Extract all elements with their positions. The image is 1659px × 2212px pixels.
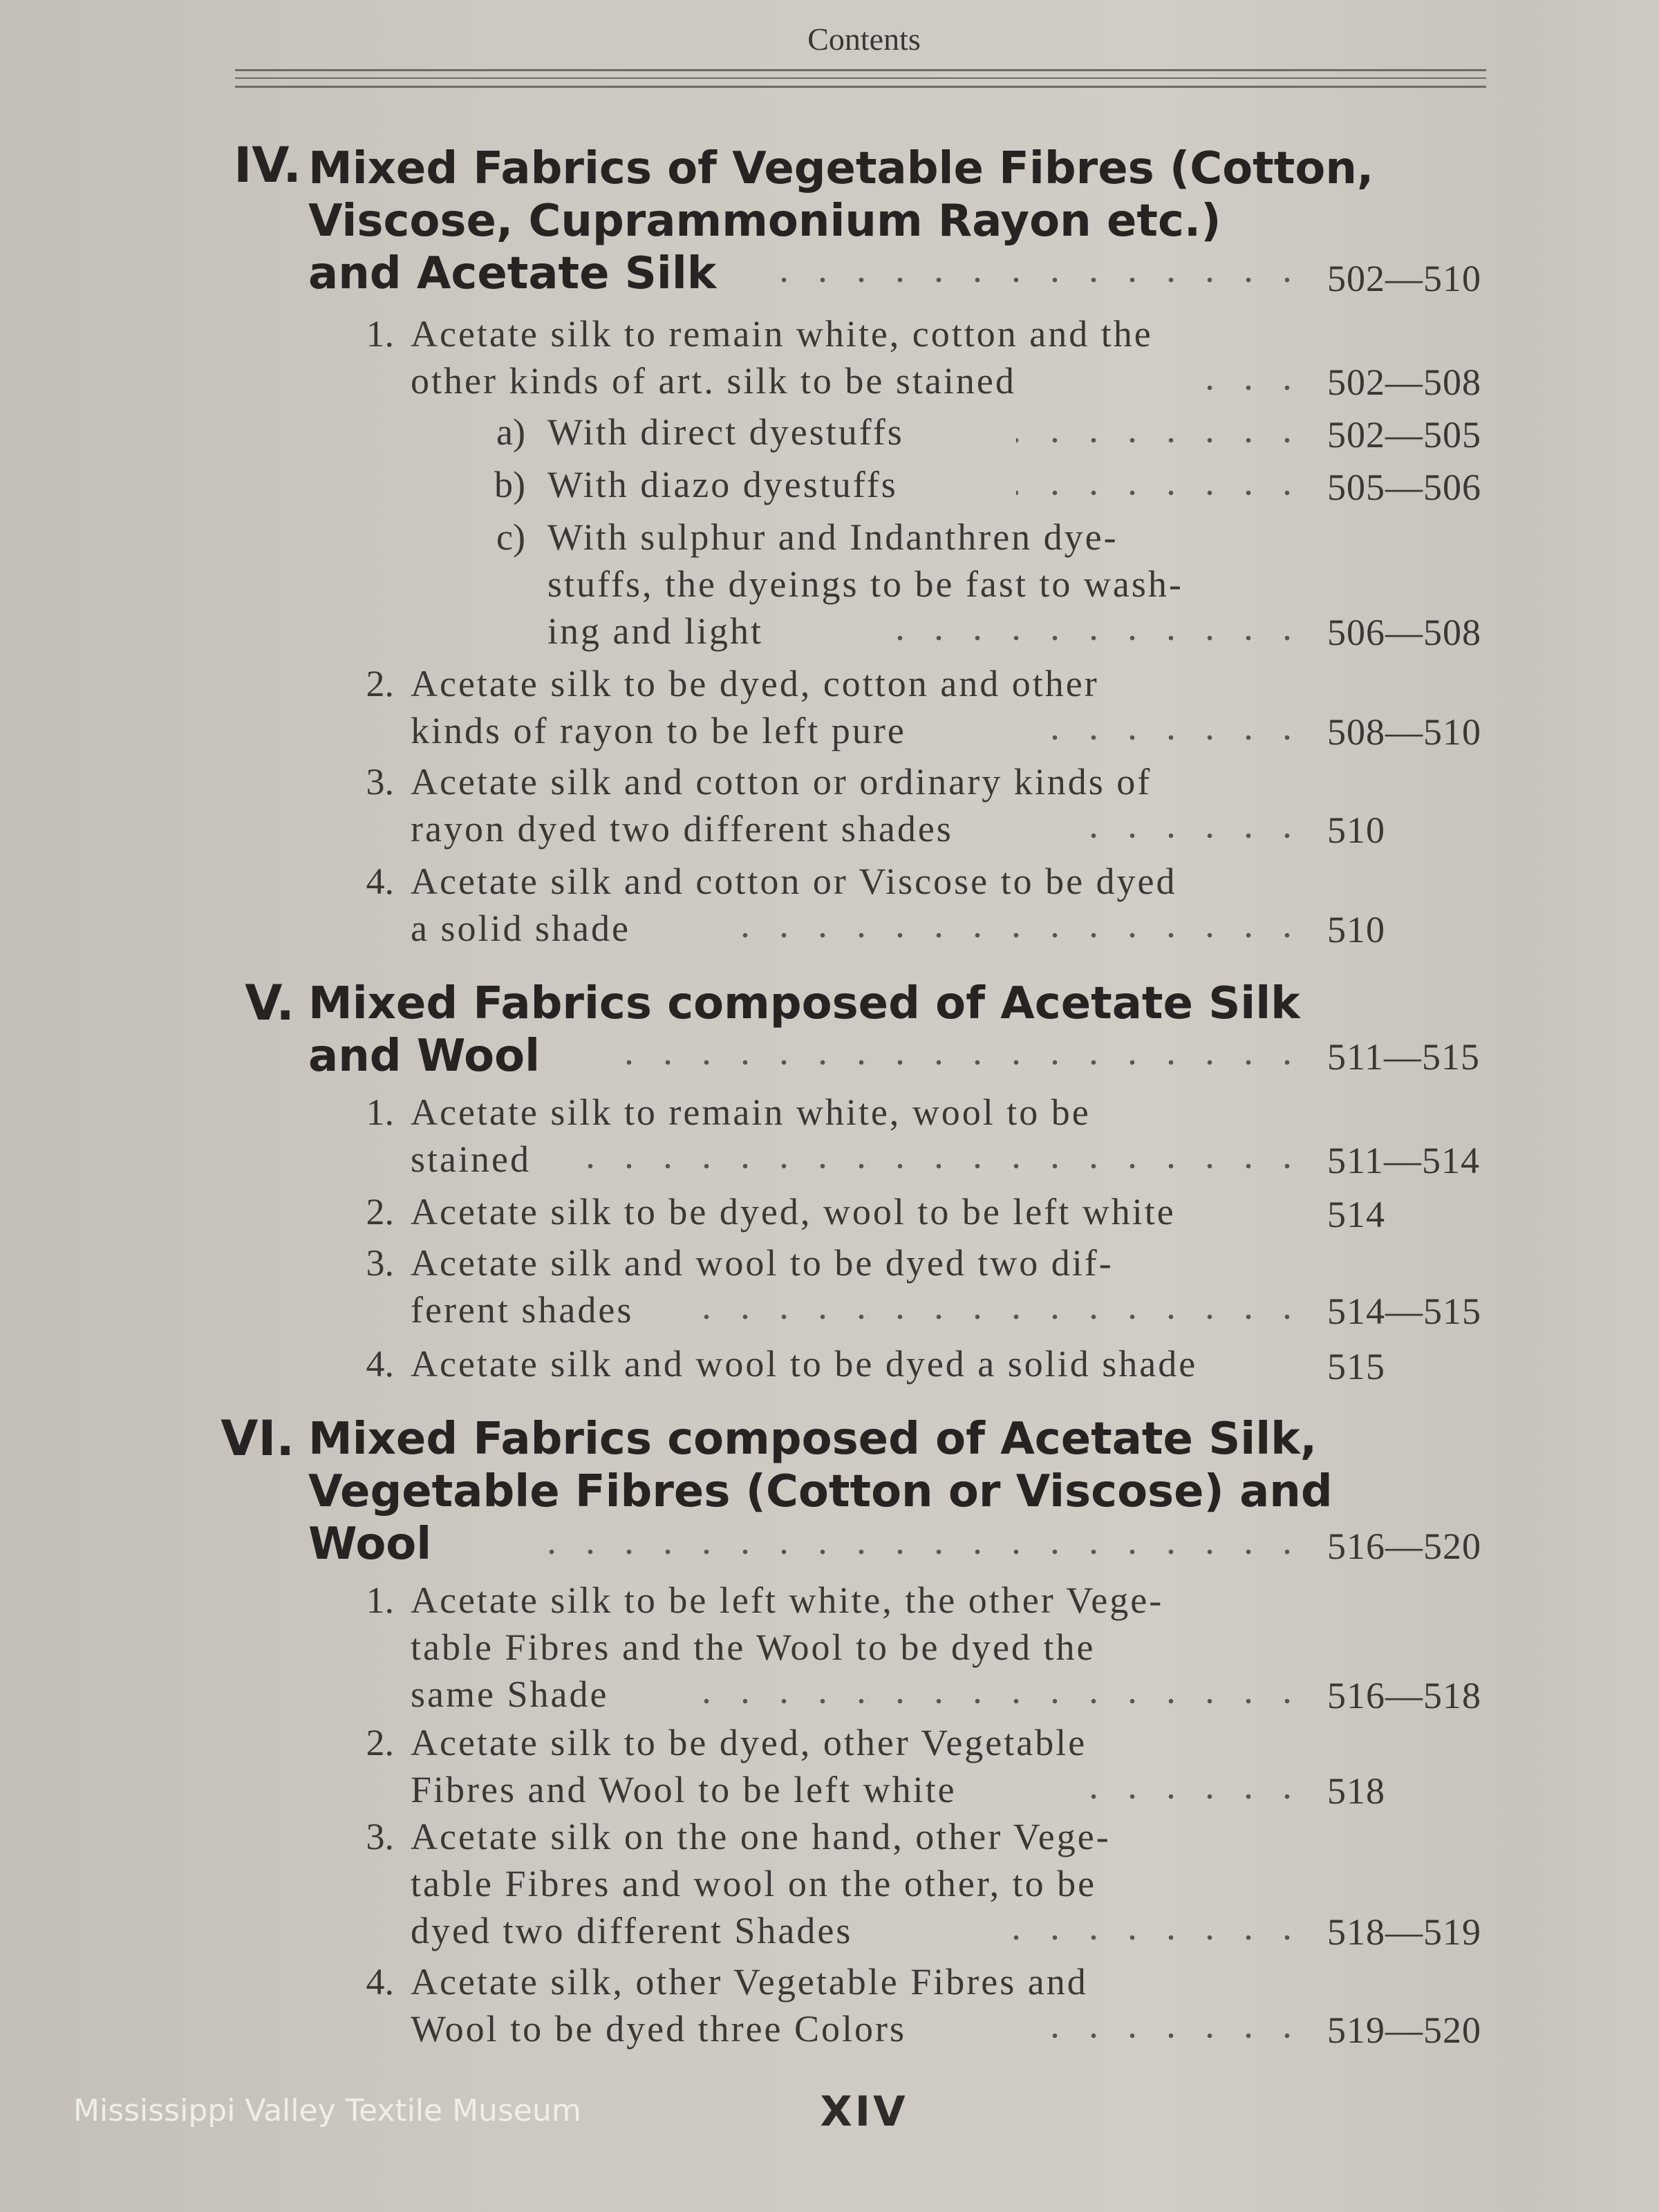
item-text-line: Acetate silk and cotton or Viscose to be dyed: [411, 861, 1177, 902]
leader-dots: [1078, 832, 1306, 839]
item-number: 4.: [366, 1343, 394, 1385]
leader-dots: [1023, 2032, 1306, 2039]
section-title-line: Mixed Fabrics composed of Acetate Silk: [308, 978, 1300, 1029]
header-rule: [235, 86, 1486, 88]
header-rule: [235, 69, 1486, 71]
item-number: 3.: [366, 761, 394, 803]
page-range: 516—520: [1327, 1526, 1481, 1567]
item-number: 3.: [366, 1242, 394, 1284]
item-number: 4.: [366, 1961, 394, 2003]
item-text-line: Acetate silk to remain white, cotton and the: [411, 313, 1153, 355]
leader-dots: [712, 932, 1306, 939]
item-text-line: Acetate silk, other Vegetable Fibres and: [411, 1961, 1088, 2003]
page-range: 511—514: [1327, 1140, 1480, 1181]
item-number: 1.: [366, 1580, 394, 1621]
page-number: XIV: [820, 2088, 908, 2136]
leader-dots: [1085, 1793, 1306, 1800]
item-text-line: stuffs, the dyeings to be fast to wash-: [547, 563, 1183, 605]
section-title-line: and Acetate Silk: [308, 248, 717, 299]
page-range: 502—505: [1327, 414, 1481, 456]
page-range: 502—510: [1327, 258, 1481, 299]
page-range: 511—515: [1327, 1036, 1480, 1078]
section-title-line: Mixed Fabrics of Vegetable Fibres (Cotton,: [308, 143, 1374, 194]
section-title-line: Wool: [308, 1519, 432, 1570]
leader-dots: [601, 1059, 1306, 1066]
page-range: 514—515: [1327, 1291, 1481, 1332]
item-number: 1.: [366, 1091, 394, 1133]
leader-dots: [698, 1313, 1306, 1320]
item-letter: a): [496, 411, 525, 453]
item-number: 3.: [366, 1816, 394, 1857]
page-range: 516—518: [1327, 1675, 1481, 1716]
leader-dots: [1044, 734, 1306, 741]
item-letter: b): [494, 464, 525, 505]
item-text-line: Wool to be dyed three Colors: [411, 2008, 907, 2050]
item-text-line: table Fibres and the Wool to be dyed the: [411, 1627, 1096, 1668]
museum-watermark: Mississippi Valley Textile Museum: [73, 2093, 581, 2128]
leader-dots: [539, 1548, 1306, 1555]
section-number: V.: [245, 975, 294, 1031]
page-range: 508—510: [1327, 711, 1481, 753]
item-text-line: a solid shade: [411, 908, 630, 949]
item-text-line: table Fibres and wool on the other, to be: [411, 1863, 1097, 1904]
leader-dots: [588, 1163, 1306, 1170]
section-number: VI.: [221, 1410, 294, 1467]
page-range: 506—508: [1327, 612, 1481, 653]
leader-dots: [864, 635, 1306, 641]
running-head: Contents: [807, 21, 921, 57]
section-number: IV.: [234, 137, 301, 194]
item-number: 2.: [366, 663, 394, 704]
leader-dots: [1016, 437, 1306, 444]
item-text-line: With direct dyestuffs: [547, 411, 904, 453]
page-range: 518—519: [1327, 1911, 1481, 1953]
item-text-line: Acetate silk to be dyed, other Vegetable: [411, 1722, 1087, 1763]
item-text-line: Acetate silk to be dyed, wool to be left white: [411, 1191, 1176, 1232]
item-number: 2.: [366, 1722, 394, 1763]
page-range: 515: [1327, 1346, 1385, 1387]
item-text-line: stained: [411, 1138, 531, 1180]
page-range: 518: [1327, 1770, 1385, 1812]
item-text-line: Acetate silk and cotton or ordinary kinds of: [411, 761, 1152, 803]
item-text-line: Acetate silk to be dyed, cotton and other: [411, 663, 1099, 704]
leader-dots: [1196, 384, 1306, 391]
page-range: 510: [1327, 809, 1385, 851]
leader-dots: [1016, 489, 1306, 496]
page-range: 514: [1327, 1194, 1385, 1235]
page-range: 519—520: [1327, 2009, 1481, 2051]
item-text-line: Acetate silk and wool to be dyed two dif-: [411, 1242, 1114, 1284]
item-text-line: Acetate silk on the one hand, other Vege-: [411, 1816, 1111, 1857]
page-range: 502—508: [1327, 362, 1481, 403]
item-text-line: Acetate silk and wool to be dyed a solid shade: [411, 1343, 1198, 1385]
item-text-line: other kinds of art. silk to be stained: [411, 360, 1016, 402]
leader-dots: [995, 1934, 1306, 1941]
item-text-line: With sulphur and Indanthren dye-: [547, 516, 1118, 558]
page-range: 510: [1327, 909, 1385, 950]
item-number: 4.: [366, 861, 394, 902]
leader-dots: [760, 276, 1306, 283]
item-text-line: With diazo dyestuffs: [547, 464, 898, 505]
section-title-line: and Wool: [308, 1031, 541, 1082]
item-letter: c): [496, 516, 525, 558]
item-number: 1.: [366, 313, 394, 355]
item-text-line: same Shade: [411, 1674, 609, 1715]
item-text-line: ferent shades: [411, 1289, 634, 1331]
leader-dots: [684, 1698, 1306, 1705]
item-text-line: Acetate silk to be left white, the other Vege-: [411, 1580, 1164, 1621]
page-range: 505—506: [1327, 467, 1481, 508]
section-title-line: Viscose, Cuprammonium Rayon etc.): [308, 196, 1221, 247]
item-text-line: rayon dyed two different shades: [411, 808, 953, 850]
item-number: 2.: [366, 1191, 394, 1232]
section-title-line: Vegetable Fibres (Cotton or Viscose) and: [308, 1466, 1333, 1517]
item-text-line: Acetate silk to remain white, wool to be: [411, 1091, 1091, 1133]
header-rule: [235, 77, 1486, 79]
item-text-line: ing and light: [547, 610, 763, 652]
section-title-line: Mixed Fabrics composed of Acetate Silk,: [308, 1414, 1318, 1465]
item-text-line: dyed two different Shades: [411, 1910, 853, 1951]
item-text-line: kinds of rayon to be left pure: [411, 710, 906, 751]
item-text-line: Fibres and Wool to be left white: [411, 1769, 957, 1810]
